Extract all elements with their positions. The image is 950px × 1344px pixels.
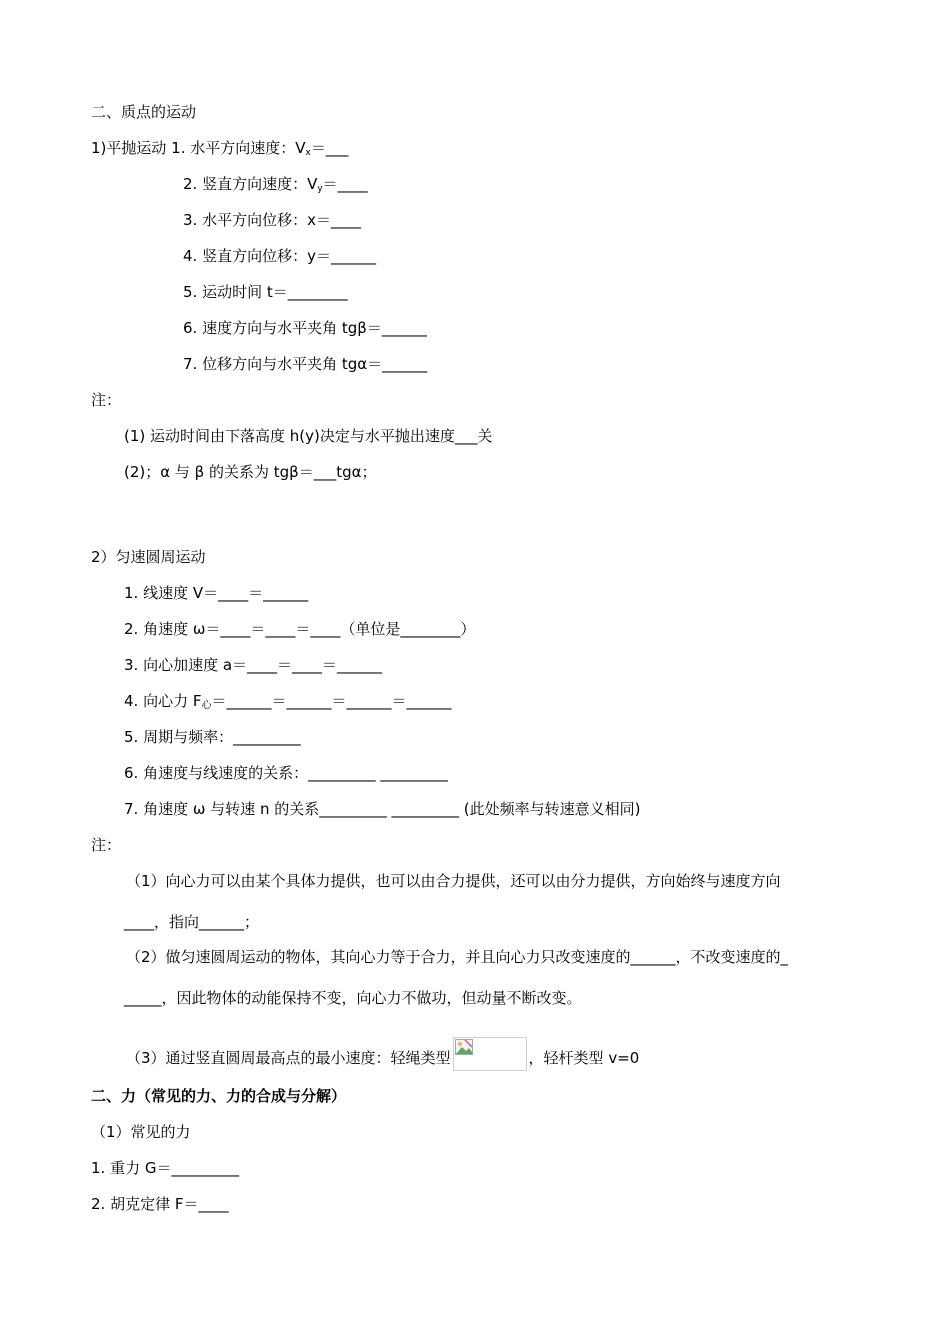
section1-title: 二、质点的运动: [91, 103, 197, 121]
circular-note-3: [126, 1037, 639, 1071]
subscript: 心: [201, 700, 212, 711]
force-line-1: 1. 重力 G＝_________: [91, 1159, 239, 1177]
circular-motion-title: 2）匀速圆周运动: [91, 548, 206, 566]
circular-line-6: 6. 角速度与线速度的关系：_________ _________: [124, 764, 448, 782]
projectile-line-1: [91, 138, 348, 163]
subscript: y: [317, 184, 323, 194]
circular-note-2a: （2）做匀速圆周运动的物体，其向心力等于合力，并且向心力只改变速度的______，不改变速度的_: [126, 948, 789, 966]
text: 1)平抛运动 1. 水平方向速度：V: [91, 139, 306, 157]
projectile-note-1: (1) 运动时间由下落高度 h(y)决定与水平抛出速度___关: [124, 427, 493, 445]
text: （3）通过竖直圆周最高点的最小速度：轻绳类型: [126, 1049, 451, 1067]
text: 2. 竖直方向速度：V: [183, 175, 318, 193]
section2-title: 二、力（常见的力、力的合成与分解）: [91, 1087, 347, 1105]
text: ＝______＝______＝______＝______: [211, 692, 452, 710]
circular-line-2: 2. 角速度 ω＝____＝____＝____（单位是________）: [124, 620, 476, 638]
circular-note-1b: ____，指向______；: [124, 913, 260, 931]
circular-line-4: [124, 691, 452, 716]
projectile-line-3: 3. 水平方向位移：x＝____: [183, 211, 361, 229]
projectile-line-2: [183, 174, 368, 199]
note-label: 注：: [91, 391, 122, 409]
projectile-line-4: 4. 竖直方向位移：y＝______: [183, 247, 376, 265]
subscript: x: [305, 148, 311, 158]
force-line-2: 2. 胡克定律 F＝____: [91, 1195, 229, 1213]
text: ＝___: [310, 139, 349, 157]
circular-note-2b: _____，因此物体的动能保持不变，向心力不做功，但动量不断改变。: [124, 989, 582, 1007]
text: 4. 向心力 F: [124, 692, 202, 710]
text: ＝____: [322, 175, 368, 193]
circular-line-3: 3. 向心加速度 a＝____＝____＝______: [124, 656, 383, 674]
common-forces-title: （1）常见的力: [91, 1123, 191, 1141]
broken-image-placeholder: [453, 1037, 527, 1071]
circular-line-5: 5. 周期与频率：_________: [124, 728, 301, 746]
text: ，轻杆类型 v=0: [528, 1049, 640, 1067]
broken-image-icon: [455, 1039, 473, 1055]
circular-note-1a: （1）向心力可以由某个具体力提供，也可以由合力提供，还可以由分力提供，方向始终与速度方向: [126, 872, 781, 890]
projectile-line-7: 7. 位移方向与水平夹角 tgα＝______: [183, 355, 428, 373]
projectile-note-2: (2)；α 与 β 的关系为 tgβ＝___tgα；: [124, 463, 377, 481]
circular-line-7: 7. 角速度 ω 与转速 n 的关系_________ _________ (此处频率与转速意义相同): [124, 800, 641, 818]
note-label: 注：: [91, 836, 122, 854]
projectile-line-5: 5. 运动时间 t＝________: [183, 283, 348, 301]
circular-line-1: 1. 线速度 V＝____＝______: [124, 584, 309, 602]
projectile-line-6: 6. 速度方向与水平夹角 tgβ＝______: [183, 319, 427, 337]
